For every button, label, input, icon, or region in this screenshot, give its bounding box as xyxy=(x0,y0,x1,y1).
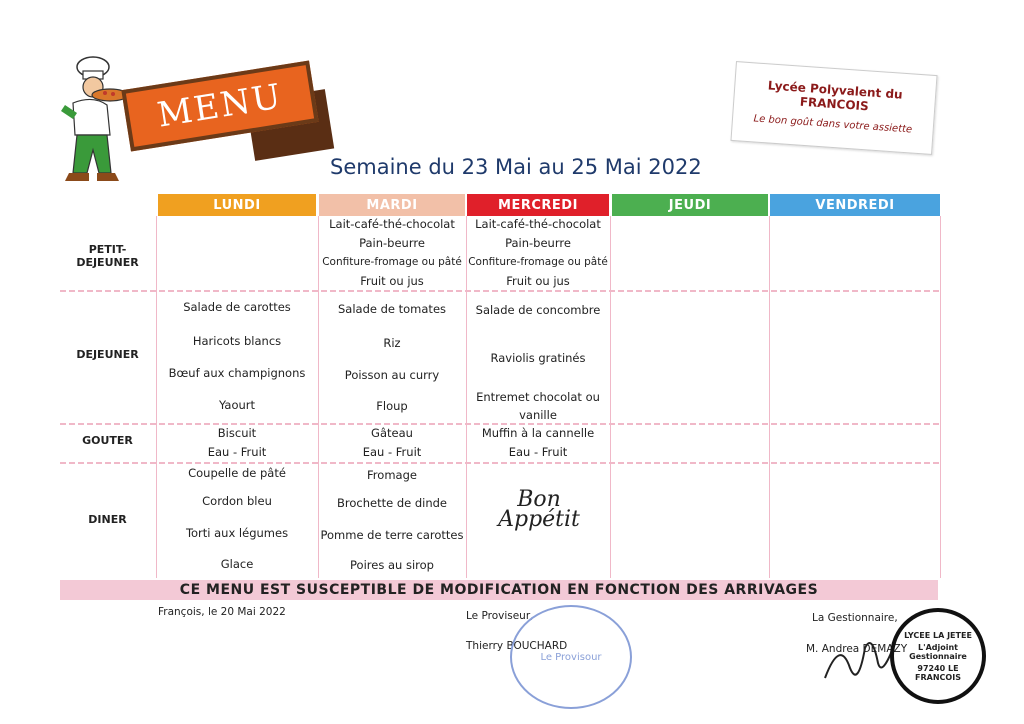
menu-item: Salade de tomates xyxy=(337,302,447,316)
menu-item: Lait-café-thé-chocolat xyxy=(475,217,601,231)
gestionnaire-title: La Gestionnaire, xyxy=(812,612,898,624)
signature xyxy=(820,628,900,688)
menu-item: Muffin à la cannelle xyxy=(481,426,595,440)
menu-item: Fruit ou jus xyxy=(360,274,424,288)
day-header-lundi: LUNDI xyxy=(158,194,316,216)
menu-item: Riz xyxy=(383,336,401,350)
gestionnaire-name: M. Andrea DEMAZY xyxy=(806,643,908,655)
menu-item: Brochette de dinde xyxy=(336,496,448,510)
menu-item: Cordon bleu xyxy=(202,494,272,508)
cell-dejeuner-lundi xyxy=(158,292,316,422)
grid-line xyxy=(940,216,941,578)
cell-diner-lundi xyxy=(158,464,316,578)
menu-item: Eau - Fruit xyxy=(508,445,568,459)
cell-dejeuner-mercredi xyxy=(467,292,609,422)
menu-item: Floup xyxy=(376,399,408,413)
stamp-text: 97240 LE FRANCOIS xyxy=(915,663,961,682)
menu-banner-text: MENU xyxy=(154,76,286,136)
menu-item: Eau - Fruit xyxy=(207,445,267,459)
day-header-mercredi: MERCREDI xyxy=(467,194,609,216)
school-slogan: Le bon goût dans votre assiette xyxy=(753,113,913,136)
menu-item: Haricots blancs xyxy=(192,334,282,348)
cell-dejeuner-mardi xyxy=(319,292,465,422)
menu-item: Torti aux légumes xyxy=(185,526,289,540)
grid-line xyxy=(610,216,611,578)
menu-item: Raviolis gratinés xyxy=(490,351,586,365)
school-name: Lycée Polyvalent du FRANCOIS xyxy=(767,78,904,114)
menu-item: Salade de concombre xyxy=(475,303,601,317)
footer-date: François, le 20 Mai 2022 xyxy=(158,606,286,618)
notice-bar: CE MENU EST SUSCEPTIBLE DE MODIFICATION EN FONCTION DES ARRIVAGES xyxy=(60,580,938,600)
menu-item: Poires au sirop xyxy=(350,558,434,572)
school-card xyxy=(730,61,937,155)
proviseur-name: Thierry BOUCHARD xyxy=(466,640,568,652)
gestionnaire-stamp xyxy=(890,608,986,704)
cell-petit-dejeuner-mercredi xyxy=(467,215,609,291)
menu-item: Gâteau xyxy=(371,426,413,440)
menu-item: Fruit ou jus xyxy=(506,274,570,288)
cell-gouter-lundi xyxy=(158,424,316,462)
stamp-text: Le Provisour xyxy=(540,651,602,663)
menu-item: Salade de carottes xyxy=(183,300,291,314)
stamp-text: L'Adjoint Gestionnaire xyxy=(909,642,967,661)
row-label-gouter: GOUTER xyxy=(82,434,133,447)
cell-gouter-mardi xyxy=(319,424,465,462)
menu-item: Fromage xyxy=(367,468,417,482)
row-label-dejeuner: DEJEUNER xyxy=(76,348,139,361)
menu-item: Pain-beurre xyxy=(359,236,425,250)
menu-item: Yaourt xyxy=(218,398,256,412)
grid-line xyxy=(156,216,157,578)
menu-item: Eau - Fruit xyxy=(362,445,422,459)
bon-appetit-lettering: Bon Appétit xyxy=(498,487,580,532)
menu-item: Pomme de terre carottes xyxy=(320,528,464,542)
row-label-petit-dejeuner: PETIT-DEJEUNER xyxy=(76,243,139,269)
day-header-mardi: MARDI xyxy=(319,194,465,216)
menu-item: Confiture-fromage ou pâté xyxy=(322,256,462,268)
week-title: Semaine du 23 Mai au 25 Mai 2022 xyxy=(330,155,702,179)
menu-item: vanille xyxy=(519,408,557,422)
menu-item: Bœuf aux champignons xyxy=(168,366,306,380)
menu-item: Poisson au curry xyxy=(344,368,440,382)
menu-item: Lait-café-thé-chocolat xyxy=(329,217,455,231)
menu-item: Confiture-fromage ou pâté xyxy=(468,256,608,268)
day-header-jeudi: JEUDI xyxy=(612,194,768,216)
menu-item: Entremet chocolat ou xyxy=(476,390,600,404)
menu-item: Coupelle de pâté xyxy=(188,466,286,480)
menu-item: Pain-beurre xyxy=(505,236,571,250)
cell-gouter-mercredi xyxy=(467,424,609,462)
proviseur-title: Le Proviseur, xyxy=(466,610,534,622)
grid-line xyxy=(769,216,770,578)
proviseur-stamp xyxy=(510,605,632,709)
menu-item: Biscuit xyxy=(217,426,257,440)
cell-diner-mardi xyxy=(319,464,465,578)
menu-item: Glace xyxy=(220,557,254,571)
row-label-diner: DINER xyxy=(88,513,127,526)
day-header-vendredi: VENDREDI xyxy=(770,194,940,216)
stamp-text: LYCEE LA JETEE xyxy=(904,630,972,640)
cell-petit-dejeuner-mardi xyxy=(319,215,465,291)
chef-illustration xyxy=(55,55,135,185)
